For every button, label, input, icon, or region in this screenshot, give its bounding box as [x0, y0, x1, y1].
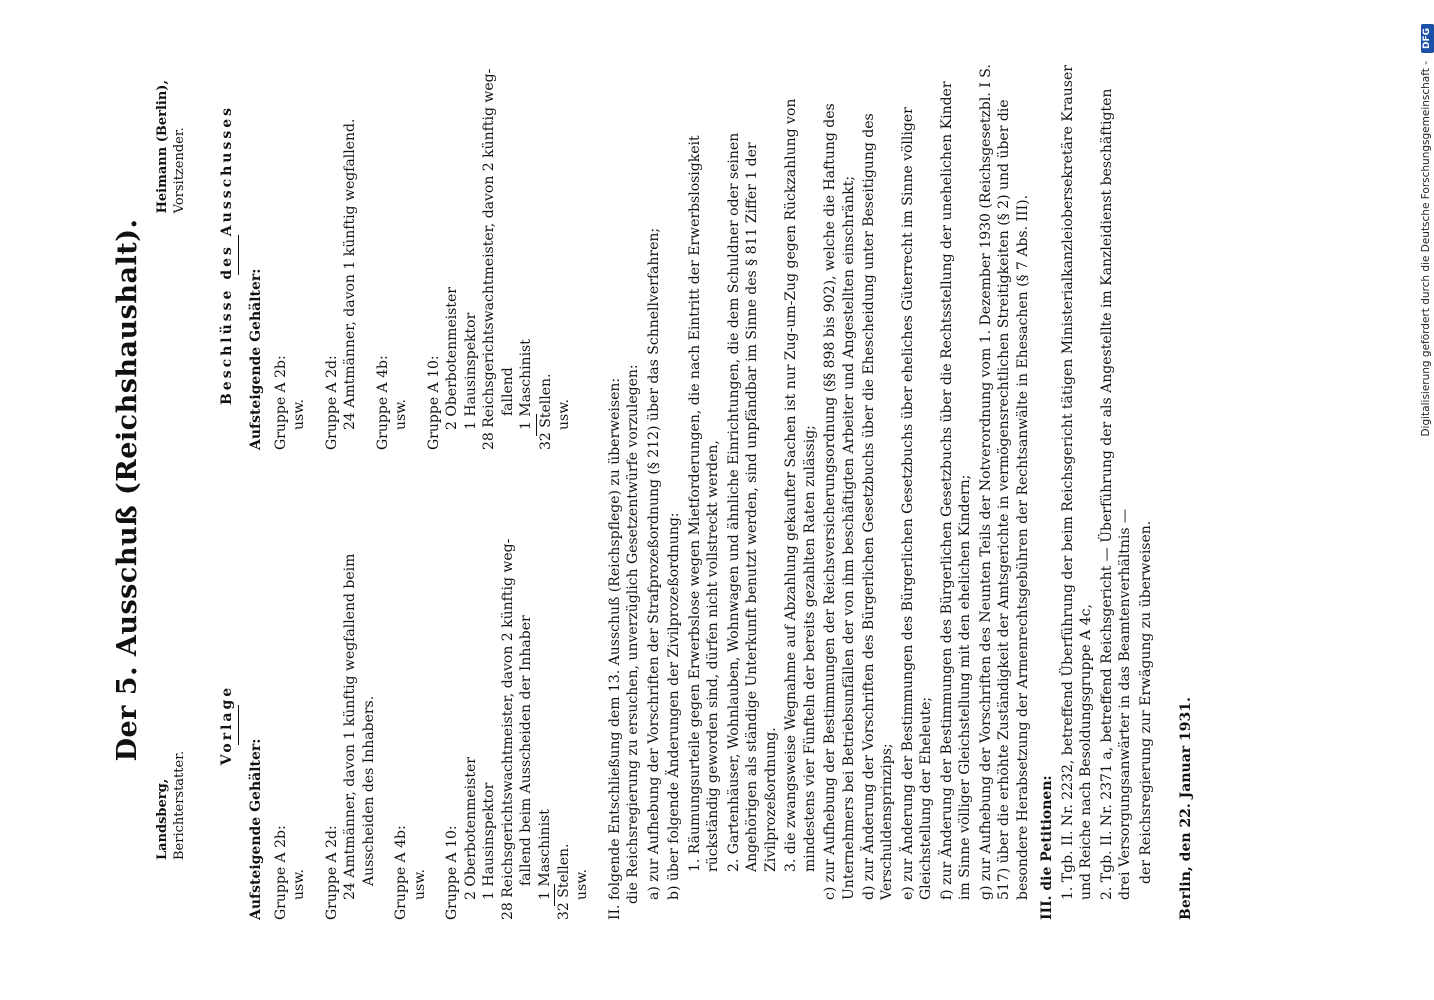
group-line: usw. — [291, 869, 308, 900]
comparison-tables — [218, 60, 592, 920]
group-label: Gruppe A 2b: — [272, 825, 289, 920]
group-label: Gruppe A 2d: — [323, 355, 340, 450]
group-line: 2 Oberbotenmeister — [444, 287, 461, 430]
group-line: fallend beim Ausscheiden der Inhaber — [518, 615, 535, 886]
reporter-name: Landsberg, — [154, 778, 170, 860]
dfg-logo: DFG — [1421, 24, 1434, 53]
section-two-sub: die Reichsregierung zu ersuchen, unverzüglich Gesetzentwürfe vorzulegen: — [625, 364, 642, 904]
digitization-text: Digitalisierung gefördert durch die Deutsche Forschungsgemeinschaft - — [1420, 61, 1433, 437]
section-three — [1038, 60, 1155, 920]
vorlage-group — [392, 530, 429, 920]
section-three-list — [1059, 60, 1155, 920]
group-line: usw. — [411, 869, 428, 900]
group-line: 24 Amtmänner, davon 1 künftig wegfallend. — [342, 118, 359, 430]
title-rule — [238, 705, 239, 745]
group-line: usw. — [574, 869, 591, 900]
section-three-closing: der Reichsregierung zur Erwägung zu überweisen. — [1137, 520, 1154, 884]
spacer — [378, 530, 388, 920]
group-line: 1 Hausinspektor — [481, 782, 498, 900]
spacer — [429, 530, 439, 920]
group-line: 1 Maschinist — [518, 339, 535, 430]
group-line: 32 Stellen. — [537, 373, 554, 450]
digitization-note — [1420, 24, 1434, 984]
list-item: e) zur Änderung der Bestimmungen des Bürgerlichen Gesetzbuchs über eheliches Güterrecht im Sinne völliger Gleichstellung der Eheleute; — [899, 107, 935, 900]
beschluesse-group — [374, 60, 411, 450]
beschluesse-group — [425, 60, 574, 450]
group-line: 24 Amtmänner, davon 1 künftig wegfallend beim — [342, 553, 359, 900]
chair-role: Vorsitzender. — [171, 127, 187, 214]
group-line: 28 Reichsgerichtswachtmeister, davon 2 künftig weg- — [499, 538, 516, 920]
petition-item: 1. Tgb. II. Nr. 2232, betreffend Überführung der beim Reichsgericht tätigen Ministerialkanzleiobersekretäre Krauser und Reiche nach Besoldungsgruppe A 4c, — [1059, 65, 1095, 900]
group-label: Gruppe A 4b: — [393, 825, 410, 920]
beschluesse-lead: Aufsteigende Gehälter: — [248, 268, 265, 450]
list-item: c) zur Aufhebung der Bestimmungen der Reichsversicherungsordnung (§§ 898 bis 902), welche die Haftung des Unternehmers bei Betriebsunfällen der von ihm beschäftigten Arbeiter und Angestellten einschränkt; — [822, 103, 857, 900]
group-line: Ausscheiden des Inhabers. — [360, 695, 377, 886]
group-line: 1 Hausinspektor — [462, 312, 479, 430]
group-label: Gruppe A 10: — [444, 825, 461, 920]
chair-block — [154, 80, 188, 213]
vorlage-group — [272, 530, 309, 920]
group-line: fallend — [499, 367, 516, 416]
list-item: a) zur Aufhebung der Vorschriften der Strafprozeßordnung (§ 212) über das Schnellverfahren; — [645, 227, 662, 900]
section-two — [606, 60, 1032, 920]
signatories-row — [154, 80, 188, 860]
spacer — [360, 60, 370, 450]
group-line: 28 Reichsgerichtswachtmeister, davon 2 künftig weg- — [481, 68, 498, 450]
section-two-intro: II. folgende Entschließung dem 13. Ausschuß (Reichspflege) zu überweisen: — [606, 377, 623, 920]
spacer — [309, 60, 319, 450]
title-rule — [238, 235, 239, 275]
section-two-list — [645, 60, 1032, 920]
list-item: b) über folgende Änderungen der Zivilprozeßordnung: — [666, 512, 683, 900]
group-label: Gruppe A 4b: — [374, 355, 391, 450]
group-label: Gruppe A 10: — [425, 355, 442, 450]
group-line: 32 Stellen. — [555, 843, 572, 920]
vorlage-column — [218, 530, 592, 920]
spacer — [411, 60, 421, 450]
vorlage-group — [443, 530, 592, 920]
vorlage-group — [323, 530, 378, 920]
list-item: d) zur Änderung der Vorschriften des Bürgerlichen Gesetzbuchs über die Ehescheidung unter Beseitigung des Verschuldensprinzips; — [861, 113, 896, 900]
list-item: 3. die zwangsweise Wegnahme auf Abzahlung gekaufter Sachen ist nur Zug-um-Zug gegen Rückzahlung von mindestens vier Fünfteln der bereits gezahlten Raten zulässig; — [783, 98, 818, 872]
date-line: Berlin, den 22. Januar 1931. — [1178, 697, 1195, 920]
chair-name: Heimann (Berlin), — [154, 80, 170, 214]
spacer — [309, 530, 319, 920]
list-item: f) zur Änderung der Bestimmungen des Bürgerlichen Gesetzbuchs über die Rechtsstellung der unehelichen Kinder im Sinne völliger Gleichstellung mit den ehelichen Kindern; — [938, 81, 974, 900]
list-item: 2. Gartenhäuser, Wohnlauben, Wohnwagen und ähnliche Einrichtungen, die dem Schuldner oder seinen Angehörigen als ständige Unterkunft benutzt werden, sind unpfändbar im Sinne des § 811 Ziffer 1 der Zivilprozeßordnung. — [725, 132, 779, 872]
beschluesse-group — [323, 60, 360, 450]
list-item: 1. Räumungsurteile gegen Erwerbslose wegen Mietforderungen, die nach Eintritt der Erwerbslosigkeit rückständig geworden sind, dürfen nicht vollstreckt werden, — [686, 135, 722, 872]
reporter-role: Berichterstatter. — [171, 750, 187, 860]
list-item: g) zur Aufhebung der Vorschriften des Neunten Teils der Notverordnung vom 1. Dezember 1930 (Reichsgesetzbl. I S. 517) über die erhöhte Zuständigkeit der Amtsgerichte in vermögensrechtlichen Streitigkeiten (§ 2) und über die besondere Herabsetzung der Armenrechtsgebühren der Rechtsanwälte in Ehesachen (§ 7 Abs. III). — [977, 64, 1031, 900]
beschluesse-title: Beschlüsse des Ausschusses — [218, 104, 235, 406]
group-line: usw. — [393, 399, 410, 430]
beschluesse-column — [218, 60, 592, 450]
group-label: Gruppe A 2b: — [272, 355, 289, 450]
document-body — [110, 60, 1196, 920]
vorlage-title: Vorlage — [218, 684, 235, 766]
section-three-intro: III. die Petitionen: — [1039, 775, 1056, 920]
group-line: 2 Oberbotenmeister — [462, 757, 479, 900]
group-line: usw. — [555, 399, 572, 430]
committee-headline: Der 5. Ausschuß (Reichshaushalt). — [112, 218, 143, 762]
beschluesse-group — [272, 60, 309, 450]
group-line: usw. — [291, 399, 308, 430]
petition-item: 2. Tgb. II. Nr. 2371 a, betreffend Reichsgericht — Überführung der als Angestellte im Kanzleidienst beschäftigten drei Versorgungsanwärter in das Beamtenverhältnis — — [1098, 88, 1134, 900]
group-label: Gruppe A 2d: — [323, 825, 340, 920]
reporter-block — [154, 751, 188, 860]
vorlage-lead: Aufsteigende Gehälter: — [248, 738, 265, 920]
group-line: 1 Maschinist — [536, 809, 553, 900]
